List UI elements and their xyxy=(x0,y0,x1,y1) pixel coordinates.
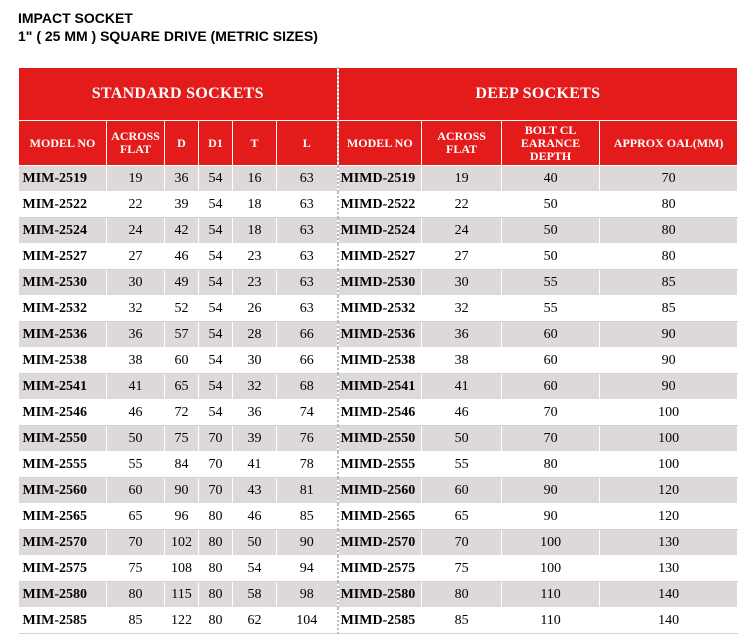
cell-across-flat: 41 xyxy=(107,374,165,400)
cell-d1: 54 xyxy=(199,322,233,348)
cell-d1: 70 xyxy=(199,452,233,478)
table-row xyxy=(19,530,738,556)
cell-deep-across-flat: 41 xyxy=(422,374,502,400)
cell-deep-model-no: MIMD-2560 xyxy=(338,478,422,504)
col-header-across-flat: ACROSS FLAT xyxy=(107,121,165,166)
table-row xyxy=(19,608,738,634)
cell-t: 54 xyxy=(233,556,277,582)
cell-model-no: MIM-2522 xyxy=(19,192,107,218)
cell-model-no: MIM-2580 xyxy=(19,582,107,608)
cell-t: 62 xyxy=(233,608,277,634)
table-row xyxy=(19,582,738,608)
cell-d: 96 xyxy=(165,504,199,530)
cell-model-no: MIM-2585 xyxy=(19,608,107,634)
cell-model-no: MIM-2550 xyxy=(19,426,107,452)
cell-l: 63 xyxy=(277,270,338,296)
cell-t: 50 xyxy=(233,530,277,556)
cell-t: 18 xyxy=(233,192,277,218)
cell-bolt-clearance-depth: 60 xyxy=(502,322,600,348)
cell-deep-across-flat: 65 xyxy=(422,504,502,530)
cell-d1: 54 xyxy=(199,348,233,374)
cell-approx-oal: 130 xyxy=(600,556,738,582)
cell-d: 49 xyxy=(165,270,199,296)
table-row xyxy=(19,322,738,348)
cell-d: 60 xyxy=(165,348,199,374)
cell-approx-oal: 140 xyxy=(600,582,738,608)
cell-d1: 54 xyxy=(199,296,233,322)
col-header-l: L xyxy=(277,121,338,166)
cell-l: 90 xyxy=(277,530,338,556)
cell-l: 63 xyxy=(277,192,338,218)
table-body xyxy=(19,166,738,634)
cell-deep-across-flat: 75 xyxy=(422,556,502,582)
cell-deep-model-no: MIMD-2538 xyxy=(338,348,422,374)
cell-deep-model-no: MIMD-2530 xyxy=(338,270,422,296)
cell-approx-oal: 80 xyxy=(600,218,738,244)
cell-d: 65 xyxy=(165,374,199,400)
cell-approx-oal: 80 xyxy=(600,244,738,270)
cell-approx-oal: 100 xyxy=(600,452,738,478)
cell-deep-across-flat: 32 xyxy=(422,296,502,322)
cell-bolt-clearance-depth: 55 xyxy=(502,296,600,322)
cell-bolt-clearance-depth: 40 xyxy=(502,166,600,192)
table-row xyxy=(19,478,738,504)
col-header-bolt-clearance-depth: BOLT CL EARANCE DEPTH xyxy=(502,121,600,166)
col-header-deep-model-no: MODEL NO xyxy=(338,121,422,166)
cell-deep-across-flat: 70 xyxy=(422,530,502,556)
cell-bolt-clearance-depth: 80 xyxy=(502,452,600,478)
cell-l: 94 xyxy=(277,556,338,582)
cell-l: 63 xyxy=(277,166,338,192)
cell-across-flat: 38 xyxy=(107,348,165,374)
deep-sockets-header: DEEP SOCKETS xyxy=(338,68,738,121)
cell-deep-across-flat: 30 xyxy=(422,270,502,296)
cell-approx-oal: 120 xyxy=(600,478,738,504)
cell-bolt-clearance-depth: 100 xyxy=(502,556,600,582)
cell-across-flat: 19 xyxy=(107,166,165,192)
table-row xyxy=(19,270,738,296)
table-row xyxy=(19,452,738,478)
cell-model-no: MIM-2536 xyxy=(19,322,107,348)
table-row xyxy=(19,426,738,452)
cell-t: 23 xyxy=(233,244,277,270)
table-row xyxy=(19,374,738,400)
cell-deep-across-flat: 24 xyxy=(422,218,502,244)
cell-deep-model-no: MIMD-2522 xyxy=(338,192,422,218)
cell-across-flat: 60 xyxy=(107,478,165,504)
cell-model-no: MIM-2560 xyxy=(19,478,107,504)
cell-across-flat: 55 xyxy=(107,452,165,478)
cell-model-no: MIM-2524 xyxy=(19,218,107,244)
cell-l: 98 xyxy=(277,582,338,608)
cell-deep-across-flat: 85 xyxy=(422,608,502,634)
cell-model-no: MIM-2519 xyxy=(19,166,107,192)
cell-deep-model-no: MIMD-2575 xyxy=(338,556,422,582)
cell-deep-model-no: MIMD-2550 xyxy=(338,426,422,452)
cell-model-no: MIM-2575 xyxy=(19,556,107,582)
table-row xyxy=(19,244,738,270)
cell-model-no: MIM-2555 xyxy=(19,452,107,478)
cell-d: 42 xyxy=(165,218,199,244)
cell-d1: 54 xyxy=(199,270,233,296)
cell-model-no: MIM-2570 xyxy=(19,530,107,556)
cell-l: 68 xyxy=(277,374,338,400)
table-row xyxy=(19,504,738,530)
table-row xyxy=(19,218,738,244)
cell-bolt-clearance-depth: 90 xyxy=(502,504,600,530)
cell-approx-oal: 130 xyxy=(600,530,738,556)
table-row xyxy=(19,192,738,218)
cell-d1: 80 xyxy=(199,556,233,582)
cell-deep-model-no: MIMD-2546 xyxy=(338,400,422,426)
cell-l: 78 xyxy=(277,452,338,478)
col-header-deep-across-flat: ACROSS FLAT xyxy=(422,121,502,166)
cell-bolt-clearance-depth: 55 xyxy=(502,270,600,296)
cell-across-flat: 65 xyxy=(107,504,165,530)
cell-bolt-clearance-depth: 100 xyxy=(502,530,600,556)
cell-model-no: MIM-2527 xyxy=(19,244,107,270)
cell-t: 36 xyxy=(233,400,277,426)
cell-d: 115 xyxy=(165,582,199,608)
cell-t: 30 xyxy=(233,348,277,374)
table-row xyxy=(19,348,738,374)
cell-model-no: MIM-2532 xyxy=(19,296,107,322)
cell-d: 90 xyxy=(165,478,199,504)
cell-d: 72 xyxy=(165,400,199,426)
cell-d: 102 xyxy=(165,530,199,556)
cell-model-no: MIM-2530 xyxy=(19,270,107,296)
cell-d: 39 xyxy=(165,192,199,218)
cell-approx-oal: 70 xyxy=(600,166,738,192)
cell-model-no: MIM-2565 xyxy=(19,504,107,530)
cell-approx-oal: 140 xyxy=(600,608,738,634)
cell-deep-model-no: MIMD-2541 xyxy=(338,374,422,400)
cell-t: 39 xyxy=(233,426,277,452)
cell-deep-model-no: MIMD-2536 xyxy=(338,322,422,348)
cell-approx-oal: 100 xyxy=(600,400,738,426)
cell-d1: 80 xyxy=(199,582,233,608)
cell-deep-across-flat: 55 xyxy=(422,452,502,478)
title-line-2: 1" ( 25 MM ) SQUARE DRIVE (METRIC SIZES) xyxy=(18,28,318,44)
cell-model-no: MIM-2546 xyxy=(19,400,107,426)
cell-bolt-clearance-depth: 70 xyxy=(502,400,600,426)
cell-across-flat: 36 xyxy=(107,322,165,348)
cell-deep-model-no: MIMD-2527 xyxy=(338,244,422,270)
table-row xyxy=(19,556,738,582)
cell-d1: 70 xyxy=(199,478,233,504)
cell-deep-across-flat: 22 xyxy=(422,192,502,218)
title-line-1: IMPACT SOCKET xyxy=(18,10,133,26)
cell-deep-model-no: MIMD-2519 xyxy=(338,166,422,192)
cell-d: 108 xyxy=(165,556,199,582)
cell-t: 58 xyxy=(233,582,277,608)
cell-l: 104 xyxy=(277,608,338,634)
cell-across-flat: 50 xyxy=(107,426,165,452)
col-header-d: D xyxy=(165,121,199,166)
page-title xyxy=(18,9,318,45)
cell-deep-model-no: MIMD-2570 xyxy=(338,530,422,556)
cell-deep-across-flat: 36 xyxy=(422,322,502,348)
cell-d: 52 xyxy=(165,296,199,322)
cell-t: 16 xyxy=(233,166,277,192)
cell-deep-model-no: MIMD-2565 xyxy=(338,504,422,530)
cell-bolt-clearance-depth: 60 xyxy=(502,374,600,400)
cell-d1: 80 xyxy=(199,530,233,556)
cell-bolt-clearance-depth: 70 xyxy=(502,426,600,452)
cell-l: 66 xyxy=(277,322,338,348)
cell-deep-model-no: MIMD-2585 xyxy=(338,608,422,634)
col-header-d1: D1 xyxy=(199,121,233,166)
cell-t: 43 xyxy=(233,478,277,504)
cell-across-flat: 22 xyxy=(107,192,165,218)
cell-bolt-clearance-depth: 90 xyxy=(502,478,600,504)
standard-sockets-header: STANDARD SOCKETS xyxy=(19,68,338,121)
cell-deep-model-no: MIMD-2580 xyxy=(338,582,422,608)
cell-l: 85 xyxy=(277,504,338,530)
cell-deep-across-flat: 50 xyxy=(422,426,502,452)
cell-t: 18 xyxy=(233,218,277,244)
cell-bolt-clearance-depth: 60 xyxy=(502,348,600,374)
cell-deep-model-no: MIMD-2532 xyxy=(338,296,422,322)
cell-across-flat: 32 xyxy=(107,296,165,322)
cell-approx-oal: 90 xyxy=(600,348,738,374)
cell-d: 46 xyxy=(165,244,199,270)
cell-l: 81 xyxy=(277,478,338,504)
cell-approx-oal: 100 xyxy=(600,426,738,452)
cell-deep-model-no: MIMD-2524 xyxy=(338,218,422,244)
cell-approx-oal: 85 xyxy=(600,296,738,322)
cell-l: 74 xyxy=(277,400,338,426)
cell-l: 63 xyxy=(277,244,338,270)
cell-d1: 54 xyxy=(199,166,233,192)
cell-deep-across-flat: 46 xyxy=(422,400,502,426)
table-row xyxy=(19,166,738,192)
table-row xyxy=(19,400,738,426)
cell-l: 63 xyxy=(277,218,338,244)
cell-across-flat: 30 xyxy=(107,270,165,296)
cell-deep-across-flat: 19 xyxy=(422,166,502,192)
cell-d: 84 xyxy=(165,452,199,478)
cell-d1: 54 xyxy=(199,374,233,400)
cell-deep-across-flat: 38 xyxy=(422,348,502,374)
cell-d1: 54 xyxy=(199,400,233,426)
cell-across-flat: 80 xyxy=(107,582,165,608)
cell-across-flat: 24 xyxy=(107,218,165,244)
cell-deep-across-flat: 80 xyxy=(422,582,502,608)
cell-approx-oal: 85 xyxy=(600,270,738,296)
cell-bolt-clearance-depth: 110 xyxy=(502,582,600,608)
cell-across-flat: 70 xyxy=(107,530,165,556)
cell-d1: 70 xyxy=(199,426,233,452)
cell-deep-across-flat: 60 xyxy=(422,478,502,504)
cell-model-no: MIM-2541 xyxy=(19,374,107,400)
cell-d: 122 xyxy=(165,608,199,634)
cell-l: 76 xyxy=(277,426,338,452)
column-header-row xyxy=(19,121,738,166)
cell-t: 32 xyxy=(233,374,277,400)
cell-across-flat: 27 xyxy=(107,244,165,270)
cell-t: 26 xyxy=(233,296,277,322)
col-header-model-no: MODEL NO xyxy=(19,121,107,166)
cell-bolt-clearance-depth: 110 xyxy=(502,608,600,634)
cell-l: 63 xyxy=(277,296,338,322)
cell-t: 41 xyxy=(233,452,277,478)
cell-deep-across-flat: 27 xyxy=(422,244,502,270)
table-row xyxy=(19,296,738,322)
cell-across-flat: 46 xyxy=(107,400,165,426)
cell-t: 28 xyxy=(233,322,277,348)
cell-across-flat: 85 xyxy=(107,608,165,634)
cell-l: 66 xyxy=(277,348,338,374)
cell-d1: 54 xyxy=(199,244,233,270)
cell-t: 46 xyxy=(233,504,277,530)
cell-d: 57 xyxy=(165,322,199,348)
cell-d: 36 xyxy=(165,166,199,192)
socket-spec-table xyxy=(18,67,738,634)
cell-approx-oal: 120 xyxy=(600,504,738,530)
cell-bolt-clearance-depth: 50 xyxy=(502,192,600,218)
cell-approx-oal: 90 xyxy=(600,374,738,400)
col-header-t: T xyxy=(233,121,277,166)
group-header-row xyxy=(19,68,738,121)
cell-approx-oal: 90 xyxy=(600,322,738,348)
cell-deep-model-no: MIMD-2555 xyxy=(338,452,422,478)
cell-bolt-clearance-depth: 50 xyxy=(502,244,600,270)
cell-d1: 80 xyxy=(199,608,233,634)
cell-model-no: MIM-2538 xyxy=(19,348,107,374)
cell-d1: 54 xyxy=(199,192,233,218)
cell-d: 75 xyxy=(165,426,199,452)
cell-approx-oal: 80 xyxy=(600,192,738,218)
cell-t: 23 xyxy=(233,270,277,296)
cell-d1: 80 xyxy=(199,504,233,530)
cell-d1: 54 xyxy=(199,218,233,244)
cell-bolt-clearance-depth: 50 xyxy=(502,218,600,244)
col-header-approx-oal: APPROX OAL(MM) xyxy=(600,121,738,166)
cell-across-flat: 75 xyxy=(107,556,165,582)
